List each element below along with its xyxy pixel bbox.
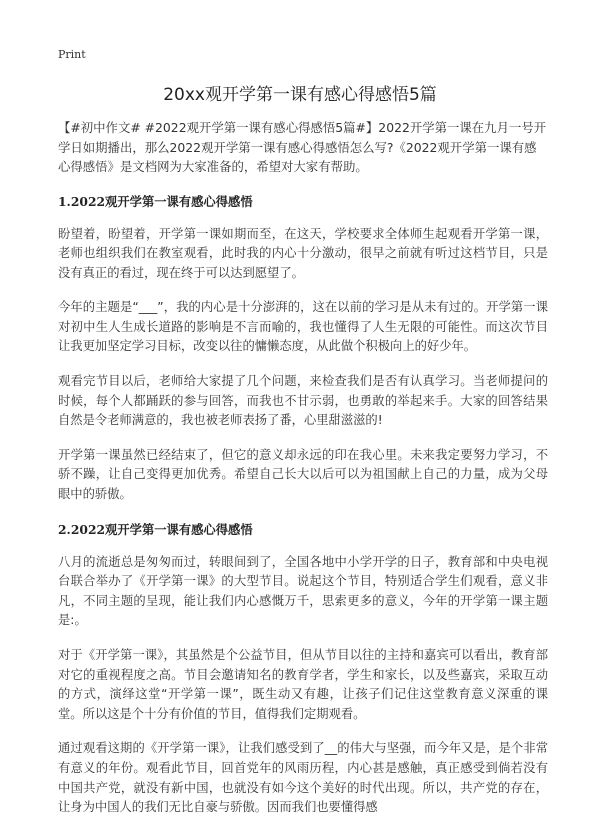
page-title: 20xx观开学第一课有感心得感悟5篇 [163, 85, 437, 105]
paragraph: 对于《开学第一课》，其虽然是个公益节目，但从节目以往的主持和嘉宾可以看出，教育部对它的重视程度之高。节目会邀请知名的教育学者，学生和家长，以及些嘉宾，采取互动的方式，演绎这堂“开学第一课”，既生动又有趣，让孩子们记住这堂教育意义深重的课堂。所以这是个十分有价值的节目，值得我们定期观看。 [58, 648, 548, 721]
paragraph: 观看完节目以后，老师给大家提了几个问题，来检查我们是否有认真学习。当老师提问的时候，每个人都踊跃的参与回答，而我也不甘示弱，也勇敢的举起来手。大家的回答结果自然是令老师满意的，我也被老师表扬了番，心里甜滋滋的! [58, 374, 548, 428]
article-body [58, 118, 548, 833]
paragraph: 通过观看这期的《开学第一课》，让我们感受到了__的伟大与坚强，而今年又是，是个非常有意义的年份。观看此节目，回首党年的风雨历程，内心甚是感触，真正感受到倘若没有中国共产党，就没有新中国，也就没有如今这个美好的时代出现。所以，共产党的存在，让身为中国人的我们无比自豪与骄傲。因而我们也要懂得感 [58, 741, 548, 815]
section-heading-1: 1.2022观开学第一课有感心得感悟 [58, 193, 253, 209]
paragraph: 盼望着，盼望着，开学第一课如期而至，在这天，学校要求全体师生起观看开学第一课，老师也组织我们在教室观看，此时我的内心十分激动，很早之前就有听过这档节目，只是没有真正的看过，现在终于可以达到愿望了。 [58, 226, 548, 280]
print-link[interactable]: Print [58, 48, 86, 61]
paragraph: 今年的主题是“___”，我的内心是十分澎湃的，这在以前的学习是从未有过的。开学第一课对初中生人生成长道路的影响是不言而喻的，我也懂得了人生无限的可能性。而这次节目让我更加坚定学习目标，改变以往的慵懒态度，从此做个积极向上的好少年。 [58, 300, 548, 354]
paragraph: 八月的流逝总是匆匆而过，转眼间到了，全国各地中小学开学的日子，教育部和中央电视台联合举办了《开学第一课》的大型节目。说起这个节目，特别适合学生们观看，意义非凡，不同主题的呈现，能让我们内心感慨万千，思索更多的意义，今年的开学第一课主题是:。 [58, 554, 548, 628]
section-heading-2: 2.2022观开学第一课有感心得感悟 [58, 521, 253, 537]
intro-paragraph: 【#初中作文# #2022观开学第一课有感心得感悟5篇#】2022开学第一课在九月一号开学日如期播出，那么2022观开学第一课有感心得感悟怎么写?《2022观开学第一课有感心得感悟》是文档网为大家准备的，希望对大家有帮助。 [58, 120, 547, 174]
paragraph: 开学第一课虽然已经结束了，但它的意义却永远的印在我心里。未来我定要努力学习，不骄不躁，让自己变得更加优秀。希望自己长大以后可以为祖国献上自己的力量，成为父母眼中的骄傲。 [58, 447, 548, 502]
